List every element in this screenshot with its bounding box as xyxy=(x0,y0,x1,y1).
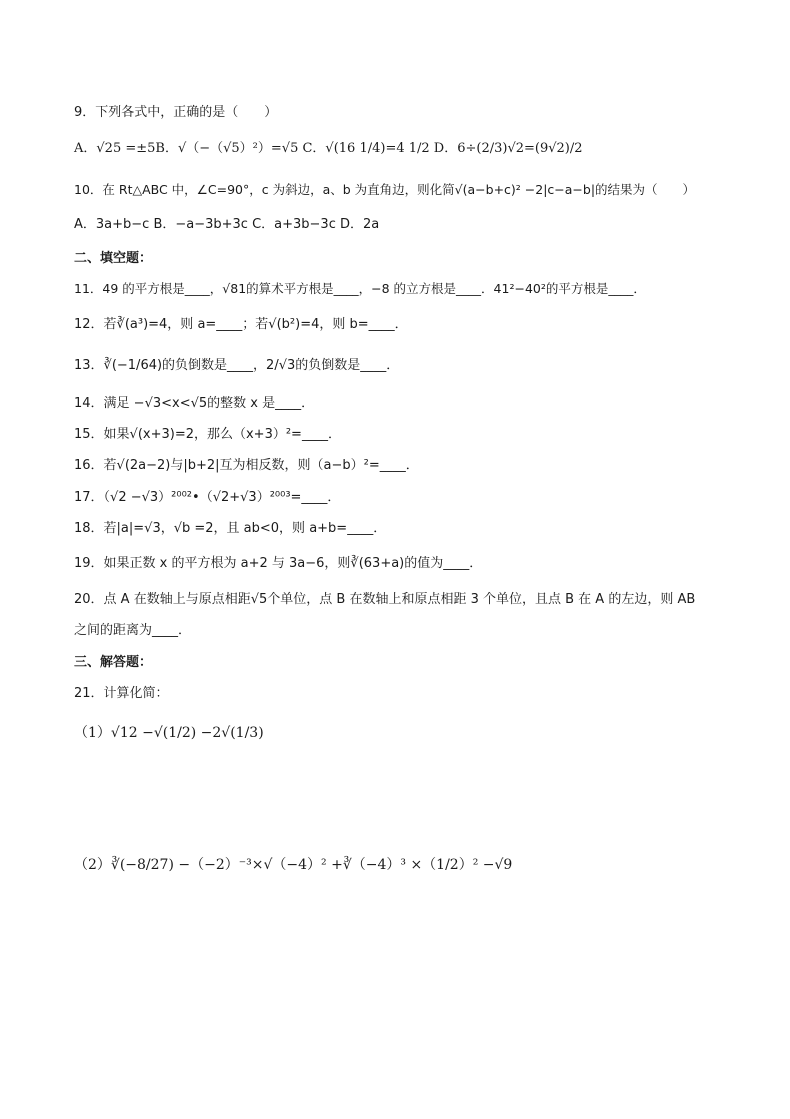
question-14: 14．满足 −√3<x<√5的整数 x 是____． xyxy=(74,396,315,411)
question-18: 18．若|a|=√3，√b =2，且 ab<0，则 a+b=____． xyxy=(74,521,387,536)
section-solve-heading: 三、解答题： xyxy=(74,655,153,670)
question-9-stem: 9．下列各式中，正确的是（ ） xyxy=(74,105,278,120)
question-12: 12．若∛(a³)=4，则 a=____；若√(b²)=4，则 b=____． xyxy=(74,317,408,332)
question-19: 19．如果正数 x 的平方根为 a+2 与 3a−6，则∛(63+a)的值为____． xyxy=(74,556,483,571)
section-fill-in-heading: 二、填空题： xyxy=(74,251,153,266)
question-20-line-1: 20．点 A 在数轴上与原点相距√5个单位，点 B 在数轴上和原点相距 3 个单位，且点 B 在 A 的左边，则 AB xyxy=(74,592,696,607)
question-9-options: A．√25 =±5B．√（−（√5）²）=√5 C．√(16 1/4)=4 1/2 D．6÷(2/3)√2=(9√2)/2 xyxy=(74,141,583,156)
question-16: 16．若√(2a−2)与|b+2|互为相反数，则（a−b）²=____． xyxy=(74,458,419,473)
question-17: 17．（√2 −√3）²⁰⁰²•（√2+√3）²⁰⁰³=____． xyxy=(74,490,341,505)
question-13: 13．∛(−1/64)的负倒数是____，2/√3的负倒数是____． xyxy=(74,358,400,373)
question-10-stem: 10．在 Rt△ABC 中，∠C=90°，c 为斜边，a、b 为直角边，则化简√(a−b+c)² −2|c−a−b|的结果为（ ） xyxy=(74,182,696,197)
question-20-line-2: 之间的距离为____． xyxy=(74,623,192,638)
question-21-stem: 21．计算化简： xyxy=(74,686,169,701)
question-21-part-1: （1）√12 −√(1/2) −2√(1/3) xyxy=(74,725,264,741)
question-21-part-2: （2）∛(−8/27) −（−2）⁻³×√（−4）² +∛（−4）³ ×（1/2）² −√9 xyxy=(74,857,513,873)
question-15: 15．如果√(x+3)=2，那么（x+3）²=____． xyxy=(74,427,341,442)
question-11: 11．49 的平方根是____，√81的算术平方根是____，−8 的立方根是____．41²−40²的平方根是____． xyxy=(74,281,646,296)
question-10-options: A．3a+b−c B．−a−3b+3c C．a+3b−3c D．2a xyxy=(74,217,380,232)
